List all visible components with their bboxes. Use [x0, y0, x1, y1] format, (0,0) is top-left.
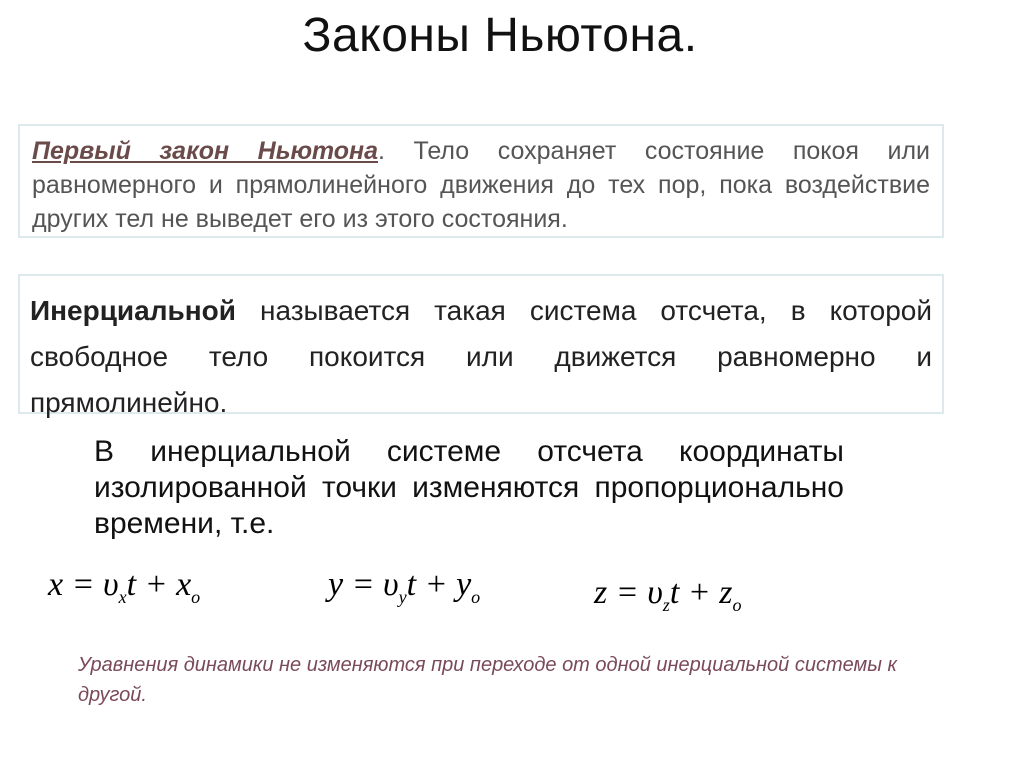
eq-y-lhs: y	[328, 566, 344, 603]
eq-y-initial: y	[456, 566, 472, 603]
eq-x-initial-sub: o	[191, 587, 201, 607]
eq-x-lhs: x	[48, 566, 64, 603]
eq-x-time: t	[126, 566, 137, 603]
equation-y: $y = \upsilon_yt + y_o$	[328, 566, 481, 607]
equation-x: $x = \upsilon_xt + x_o$	[48, 566, 201, 607]
first-law-text: . Тело сохраняет состояние покоя или равномерного и прямолинейного движения до тех пор, пока воздействие других тел не выведет его из этого состояния.	[32, 137, 930, 233]
eq-z-time: t	[669, 574, 680, 611]
first-law-box	[18, 124, 944, 238]
eq-x-velocity-sub: x	[118, 587, 127, 607]
equation-z: $z = \upsilon_zt + z_o$	[594, 574, 742, 615]
eq-z-initial: z	[719, 574, 733, 611]
eq-x-initial: x	[176, 566, 192, 603]
eq-z-lhs: z	[594, 574, 608, 611]
eq-y-time: t	[406, 566, 417, 603]
inertial-definition-text: называется такая система отсчета, в которой свободное тело покоится или движется равномерно и прямолинейно.	[30, 295, 932, 418]
eq-y-velocity: υ	[383, 566, 399, 603]
eq-x-velocity: υ	[103, 566, 119, 603]
eq-z-velocity: υ	[647, 574, 663, 611]
slide-title: Законы Ньютона.	[302, 9, 698, 62]
inertial-definition-box	[18, 274, 944, 418]
eq-y-initial-sub: o	[471, 587, 481, 607]
first-law-name: Первый закон Ньютона	[32, 137, 379, 165]
inertial-term: Инерциальной	[30, 295, 236, 326]
inertial-coordinates-paragraph: В инерциальной системе отсчета координаты изолированной точки изменяются пропорционально времени, т.е.	[94, 435, 844, 540]
dynamics-invariance-note: Уравнения динамики не изменяются при переходе от одной инерциальной системы к другой.	[78, 654, 897, 706]
eq-z-velocity-sub: z	[662, 595, 670, 615]
eq-z-initial-sub: o	[732, 595, 742, 615]
eq-y-velocity-sub: y	[398, 587, 407, 607]
